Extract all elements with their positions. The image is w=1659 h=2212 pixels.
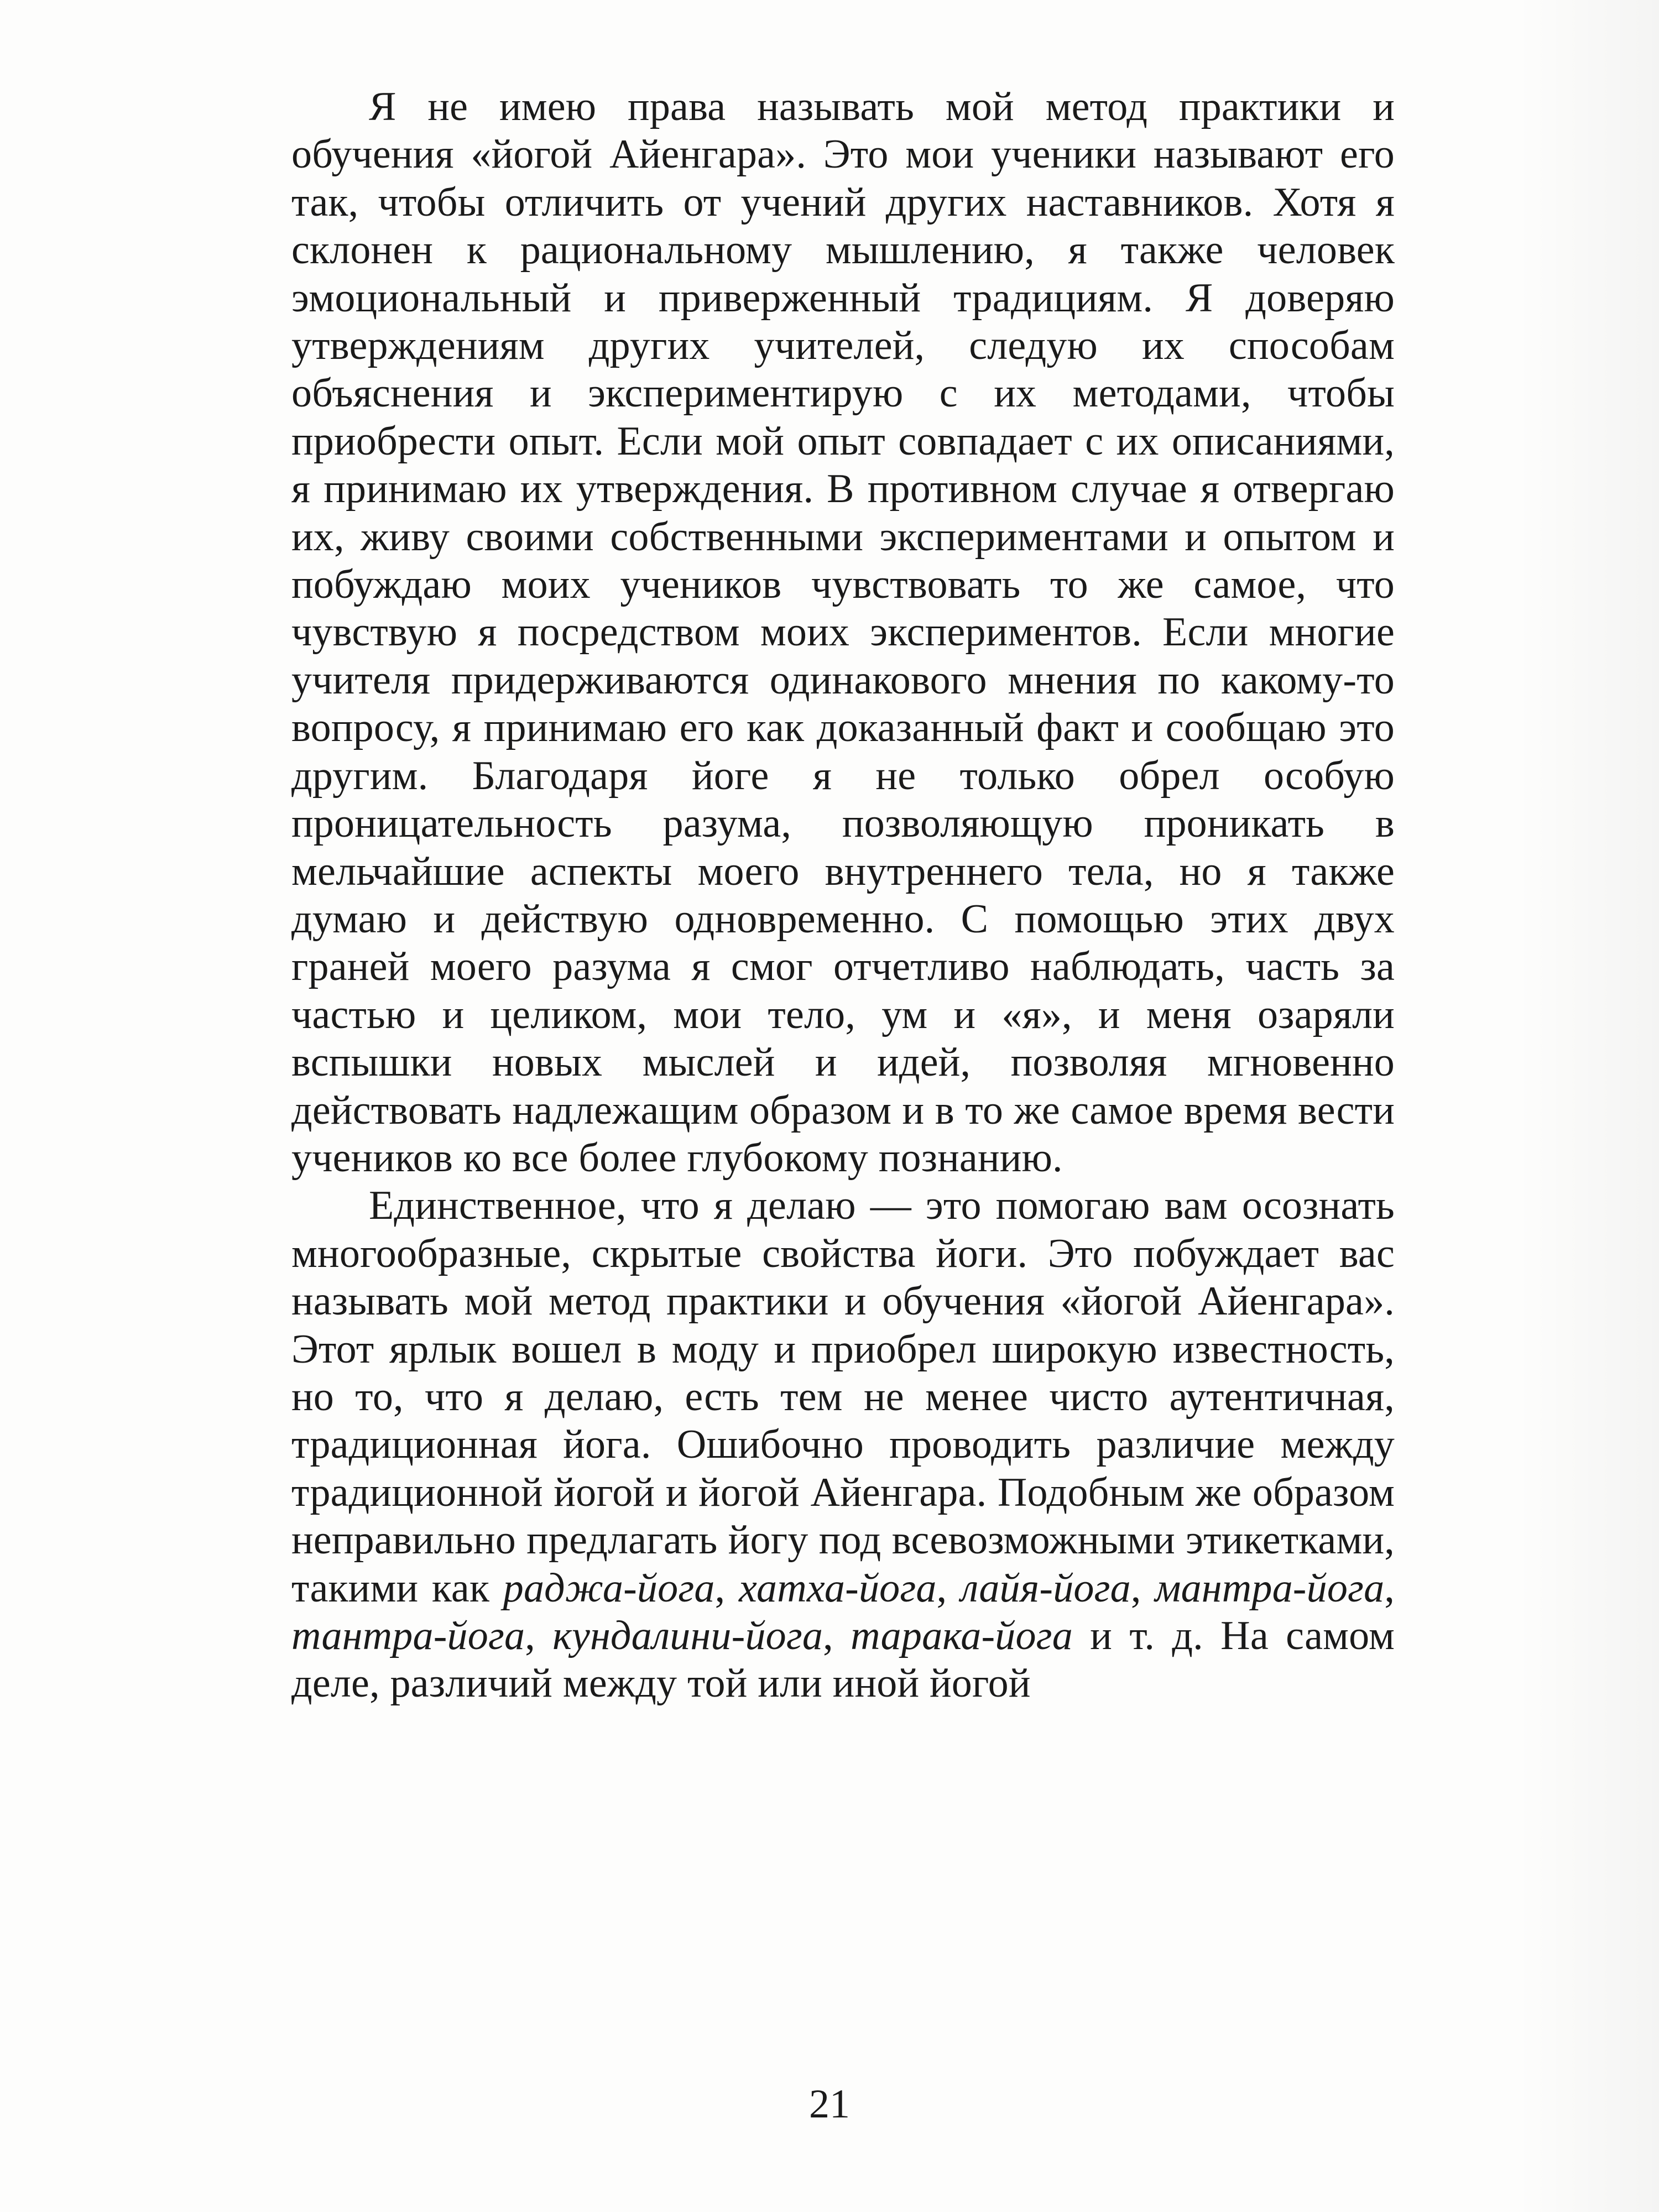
italic-term: раджа-йога <box>503 1565 715 1611</box>
paragraph-2-text-before-list: Единственное, что я делаю — это помогаю вам осознать многообразные, скрытые свойства йоги. Это побуждает вас называть мой метод практики и обучения «йогой Айенгара». Этот ярлык вошел в моду и приобрел широкую известность, но то, что я делаю, есть тем не менее чисто аутентичная, традиционная йога. Ошибочно проводить различие между традиционной йогой и йогой Айенгара. Подобным же образом неправильно предлагать йогу под всевозможными этикетками, такими как <box>291 1183 1395 1611</box>
list-separator: , <box>1384 1565 1395 1611</box>
italic-term: тантра-йога <box>291 1613 525 1658</box>
italic-term: кундалини-йога <box>552 1613 823 1658</box>
paragraph-1: Я не имею права называть мой метод практики и обучения «йогой Айенгара». Это мои ученики называют его так, чтобы отличить от учений других наставников. Хотя я склонен к рациональному мышлению, я также человек эмоциональный и приверженный традициям. Я доверяю утверждениям других учителей, следую их способам объяснения и экспериментирую с их методами, чтобы приобрести опыт. Если мой опыт совпадает с их описаниями, я принимаю их утверждения. В противном случае я отвергаю их, живу своими собственными экспериментами и опытом и побуждаю моих учеников чувствовать то же самое, что чувствую я посредством моих экспериментов. Если многие учителя придерживаются одинакового мнения по какому-то вопросу, я принимаю его как доказанный факт и сообщаю это другим. Благодаря йоге я не только обрел особую проницательность разума, позволяющую проникать в мельчайшие аспекты моего внутреннего тела, но я также думаю и действую одновременно. С помощью этих двух граней моего разума я смог отчетливо наблюдать, часть за частью и целиком, мои тело, ум и «я», и меня озаряли вспышки новых мыслей и идей, позволяя мгновенно действовать надлежащим образом и в то же самое время вести учеников ко все более глубокому познанию. <box>291 84 1395 1181</box>
italic-term: тарака-йога <box>851 1613 1073 1658</box>
list-separator: , <box>936 1565 947 1611</box>
paragraph-2-text-after-list: и т. д. На самом деле, различий между той или иной йогой <box>291 1613 1395 1707</box>
body-text <box>291 83 1395 1708</box>
italic-term: лайя-йога <box>960 1565 1131 1611</box>
italic-term: хатха-йога <box>738 1565 937 1611</box>
list-separator: , <box>823 1613 833 1658</box>
list-separator: , <box>714 1565 726 1611</box>
list-separator: , <box>1130 1565 1141 1611</box>
page-edge-shadow <box>1515 0 1659 2212</box>
paragraph-2 <box>291 1182 1395 1707</box>
list-separator: , <box>525 1613 535 1658</box>
italic-term: мантра-йога <box>1155 1565 1385 1611</box>
page-number: 21 <box>809 2081 850 2127</box>
